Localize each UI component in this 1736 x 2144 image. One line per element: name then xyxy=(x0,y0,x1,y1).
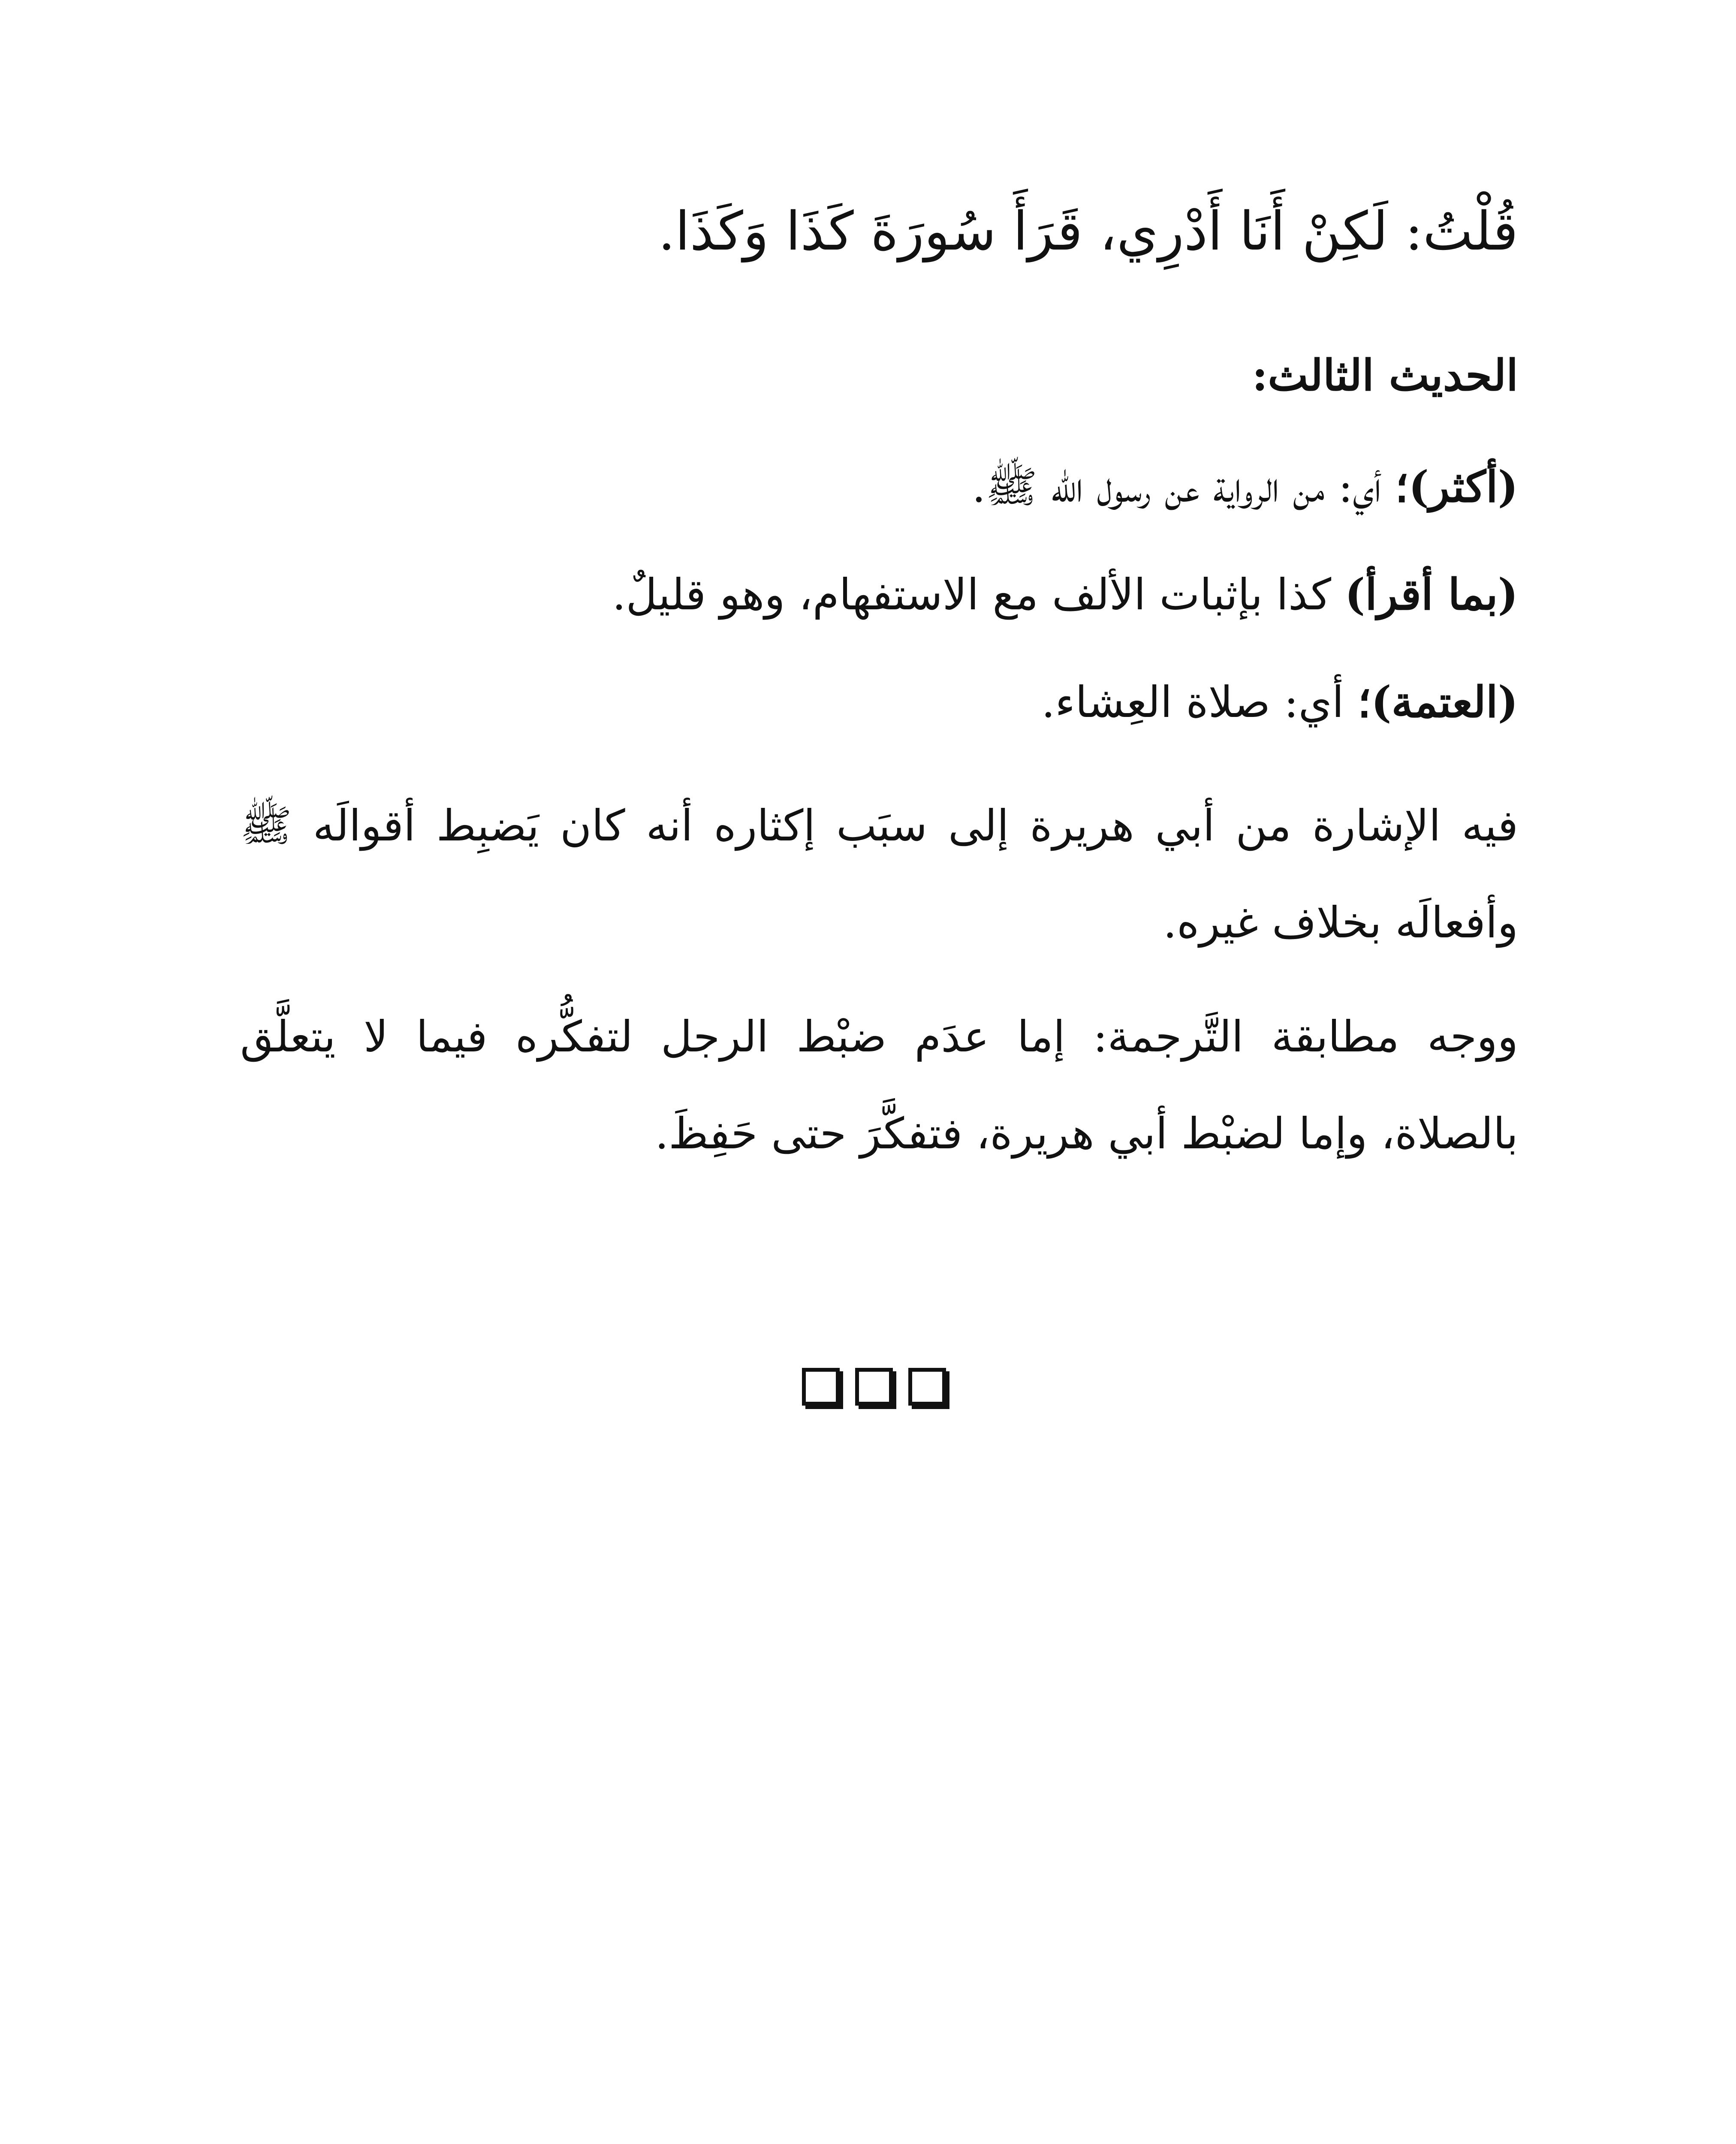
commentary-paragraph: ووجه مطابقة التَّرجمة: إما عدَم ضبْط الرجل لتفكُّره فيما لا يتعلَّق بالصلاة، وإما لضبْط أبي هريرة، فتفكَّرَ حتى حَفِظَ. xyxy=(240,1012,1518,1159)
quote-line xyxy=(240,189,1518,274)
section-divider xyxy=(802,1368,946,1406)
gloss-term: (بما أقرأ) xyxy=(1344,569,1518,620)
quote-line-1: قُلْتُ: لَكِنْ أَنَا أَدْرِي، قَرَأَ سُورَةَ xyxy=(871,201,1518,262)
hadith-heading: الحديث الثالث: xyxy=(1252,350,1518,400)
gloss-line-3 xyxy=(240,670,1518,735)
gloss-text: أي: صلاة العِشاء. xyxy=(1041,677,1358,727)
divider-square-icon xyxy=(908,1368,946,1406)
gloss-term: (أكثر)؛ xyxy=(1395,461,1518,512)
divider-square-icon xyxy=(855,1368,893,1406)
gloss-line-2 xyxy=(240,562,1518,627)
gloss-line-1 xyxy=(240,455,1518,519)
gloss-term: (العتمة)؛ xyxy=(1357,677,1518,727)
gloss-text: كذا بإثبات الألف مع الاستفهام، وهو قليلٌ. xyxy=(612,569,1345,620)
gloss-text: أي: من الرواية عن رسول الله ﷺ. xyxy=(972,462,1395,512)
divider-square-icon xyxy=(802,1368,840,1406)
commentary-paragraph: فيه الإشارة من أبي هريرة إلى سبَب إكثاره أنه كان يَضبِط أقوالَه ﷺ وأفعالَه بخلاف غيره. xyxy=(240,801,1518,948)
page-text-block xyxy=(240,189,1518,1199)
quote-line-2: كَذَا وَكَذَا. xyxy=(658,201,854,262)
